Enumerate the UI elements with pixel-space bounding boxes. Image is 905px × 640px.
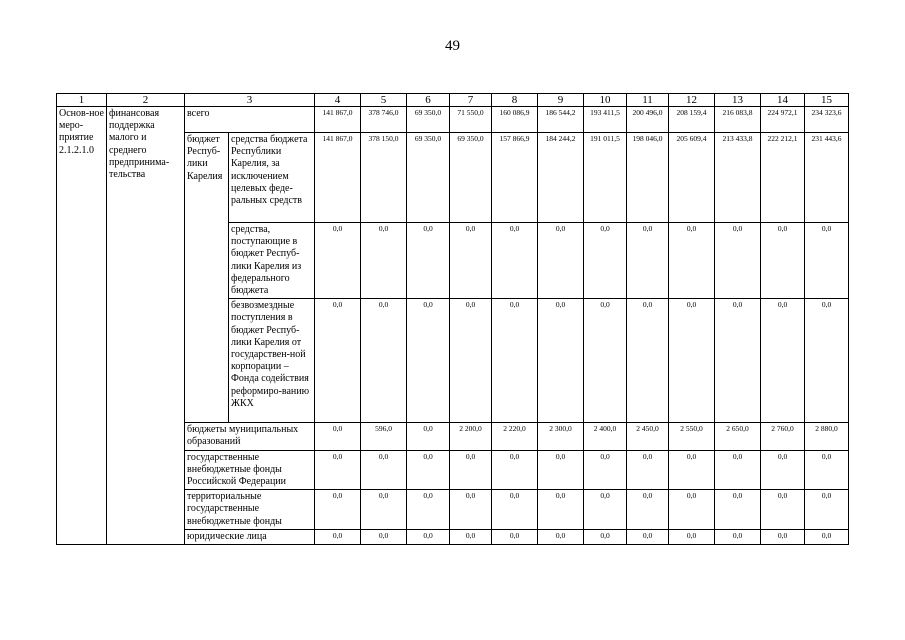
value-cell: 0,0 (584, 299, 627, 423)
value-cell: 0,0 (805, 299, 849, 423)
value-cell: 0,0 (669, 223, 715, 299)
column-number-header-row (57, 94, 849, 107)
value-cell: 0,0 (315, 299, 361, 423)
value-cell: 157 866,9 (492, 133, 538, 223)
value-cell: 0,0 (315, 490, 361, 530)
value-cell: 0,0 (538, 529, 584, 544)
value-cell: 0,0 (669, 490, 715, 530)
value-cell: 141 867,0 (315, 133, 361, 223)
value-cell: 0,0 (407, 223, 450, 299)
value-cell: 596,0 (361, 423, 407, 450)
value-cell: 205 609,4 (669, 133, 715, 223)
value-cell: 0,0 (627, 223, 669, 299)
value-cell: 0,0 (492, 299, 538, 423)
value-cell: 2 880,0 (805, 423, 849, 450)
value-cell: 0,0 (315, 223, 361, 299)
value-cell: 69 350,0 (407, 133, 450, 223)
value-cell: 0,0 (361, 299, 407, 423)
column-number: 11 (627, 94, 669, 107)
value-cell: 0,0 (805, 223, 849, 299)
column-number: 10 (584, 94, 627, 107)
value-cell: 0,0 (538, 450, 584, 490)
value-cell: 378 150,0 (361, 133, 407, 223)
value-cell: 2 550,0 (669, 423, 715, 450)
value-cell: 0,0 (761, 223, 805, 299)
value-cell: 0,0 (669, 299, 715, 423)
value-cell: 193 411,5 (584, 107, 627, 133)
value-cell: 0,0 (715, 299, 761, 423)
value-cell: 0,0 (805, 490, 849, 530)
value-cell: 0,0 (450, 529, 492, 544)
value-cell: 224 972,1 (761, 107, 805, 133)
value-cell: 0,0 (805, 450, 849, 490)
value-cell: 378 746,0 (361, 107, 407, 133)
value-cell: 69 350,0 (407, 107, 450, 133)
value-cell: 234 323,6 (805, 107, 849, 133)
value-cell: 186 544,2 (538, 107, 584, 133)
row-total (57, 107, 849, 133)
value-cell: 191 011,5 (584, 133, 627, 223)
source-label: юридические лица (185, 529, 315, 544)
value-cell: 0,0 (361, 490, 407, 530)
value-cell: 0,0 (584, 490, 627, 530)
value-cell: 216 083,8 (715, 107, 761, 133)
value-cell: 0,0 (669, 529, 715, 544)
value-cell: 0,0 (450, 490, 492, 530)
source-label: средства, поступающие в бюджет Респуб-лики Карелия из федерального бюджета (229, 223, 315, 299)
column-number: 5 (361, 94, 407, 107)
value-cell: 0,0 (715, 529, 761, 544)
value-cell: 198 046,0 (627, 133, 669, 223)
value-cell: 200 496,0 (627, 107, 669, 133)
value-cell: 0,0 (761, 450, 805, 490)
column-number: 14 (761, 94, 805, 107)
column-number: 3 (185, 94, 315, 107)
value-cell: 0,0 (407, 423, 450, 450)
value-cell: 0,0 (584, 529, 627, 544)
value-cell: 0,0 (450, 223, 492, 299)
column-number: 8 (492, 94, 538, 107)
value-cell: 0,0 (315, 423, 361, 450)
value-cell: 0,0 (538, 299, 584, 423)
value-cell: 184 244,2 (538, 133, 584, 223)
rk-budget-group-label: бюджет Респуб-лики Карелия (185, 133, 229, 423)
value-cell: 2 300,0 (538, 423, 584, 450)
value-cell: 0,0 (407, 529, 450, 544)
value-cell: 2 760,0 (761, 423, 805, 450)
column-number: 9 (538, 94, 584, 107)
value-cell: 0,0 (715, 450, 761, 490)
value-cell: 0,0 (584, 223, 627, 299)
budget-table (56, 93, 849, 545)
value-cell: 0,0 (492, 529, 538, 544)
value-cell: 0,0 (669, 450, 715, 490)
column-number: 15 (805, 94, 849, 107)
source-label: всего (185, 107, 315, 133)
value-cell: 0,0 (315, 450, 361, 490)
value-cell: 2 220,0 (492, 423, 538, 450)
value-cell: 0,0 (538, 223, 584, 299)
value-cell: 0,0 (315, 529, 361, 544)
column-number: 13 (715, 94, 761, 107)
value-cell: 0,0 (407, 450, 450, 490)
value-cell: 160 086,9 (492, 107, 538, 133)
value-cell: 0,0 (492, 450, 538, 490)
value-cell: 0,0 (761, 490, 805, 530)
event-description-cell: финансовая поддержка малого и среднего предпринима-тельства (107, 107, 185, 545)
value-cell: 0,0 (450, 450, 492, 490)
source-label: безвозмездные поступления в бюджет Респуб-лики Карелия от государствен-ной корпорации – Фонда содействия реформиро-ванию ЖКХ (229, 299, 315, 423)
event-name-cell: Основ-ное меро-приятие 2.1.2.1.0 (57, 107, 107, 545)
value-cell: 2 400,0 (584, 423, 627, 450)
source-label: территориальные государственные внебюджетные фонды (185, 490, 315, 530)
column-number: 2 (107, 94, 185, 107)
value-cell: 0,0 (627, 529, 669, 544)
value-cell: 0,0 (361, 450, 407, 490)
column-number: 7 (450, 94, 492, 107)
value-cell: 69 350,0 (450, 133, 492, 223)
column-number: 12 (669, 94, 715, 107)
value-cell: 231 443,6 (805, 133, 849, 223)
value-cell: 0,0 (627, 299, 669, 423)
value-cell: 0,0 (492, 490, 538, 530)
source-label: бюджеты муниципальных образований (185, 423, 315, 450)
value-cell: 71 550,0 (450, 107, 492, 133)
value-cell: 222 212,1 (761, 133, 805, 223)
value-cell: 0,0 (584, 450, 627, 490)
value-cell: 0,0 (715, 490, 761, 530)
value-cell: 2 450,0 (627, 423, 669, 450)
value-cell: 0,0 (407, 299, 450, 423)
value-cell: 0,0 (761, 529, 805, 544)
value-cell: 0,0 (407, 490, 450, 530)
column-number: 1 (57, 94, 107, 107)
value-cell: 0,0 (492, 223, 538, 299)
source-label: государственные внебюджетные фонды Российской Федерации (185, 450, 315, 490)
value-cell: 0,0 (805, 529, 849, 544)
value-cell: 0,0 (761, 299, 805, 423)
column-number: 6 (407, 94, 450, 107)
source-label: средства бюджета Республики Карелия, за исключением целевых феде-ральных средств (229, 133, 315, 223)
value-cell: 0,0 (450, 299, 492, 423)
value-cell: 0,0 (538, 490, 584, 530)
value-cell: 213 433,8 (715, 133, 761, 223)
value-cell: 141 867,0 (315, 107, 361, 133)
value-cell: 0,0 (627, 490, 669, 530)
value-cell: 0,0 (361, 223, 407, 299)
value-cell: 0,0 (361, 529, 407, 544)
value-cell: 208 159,4 (669, 107, 715, 133)
value-cell: 0,0 (627, 450, 669, 490)
column-number: 4 (315, 94, 361, 107)
value-cell: 0,0 (715, 223, 761, 299)
page-number: 49 (445, 38, 460, 54)
value-cell: 2 650,0 (715, 423, 761, 450)
value-cell: 2 200,0 (450, 423, 492, 450)
